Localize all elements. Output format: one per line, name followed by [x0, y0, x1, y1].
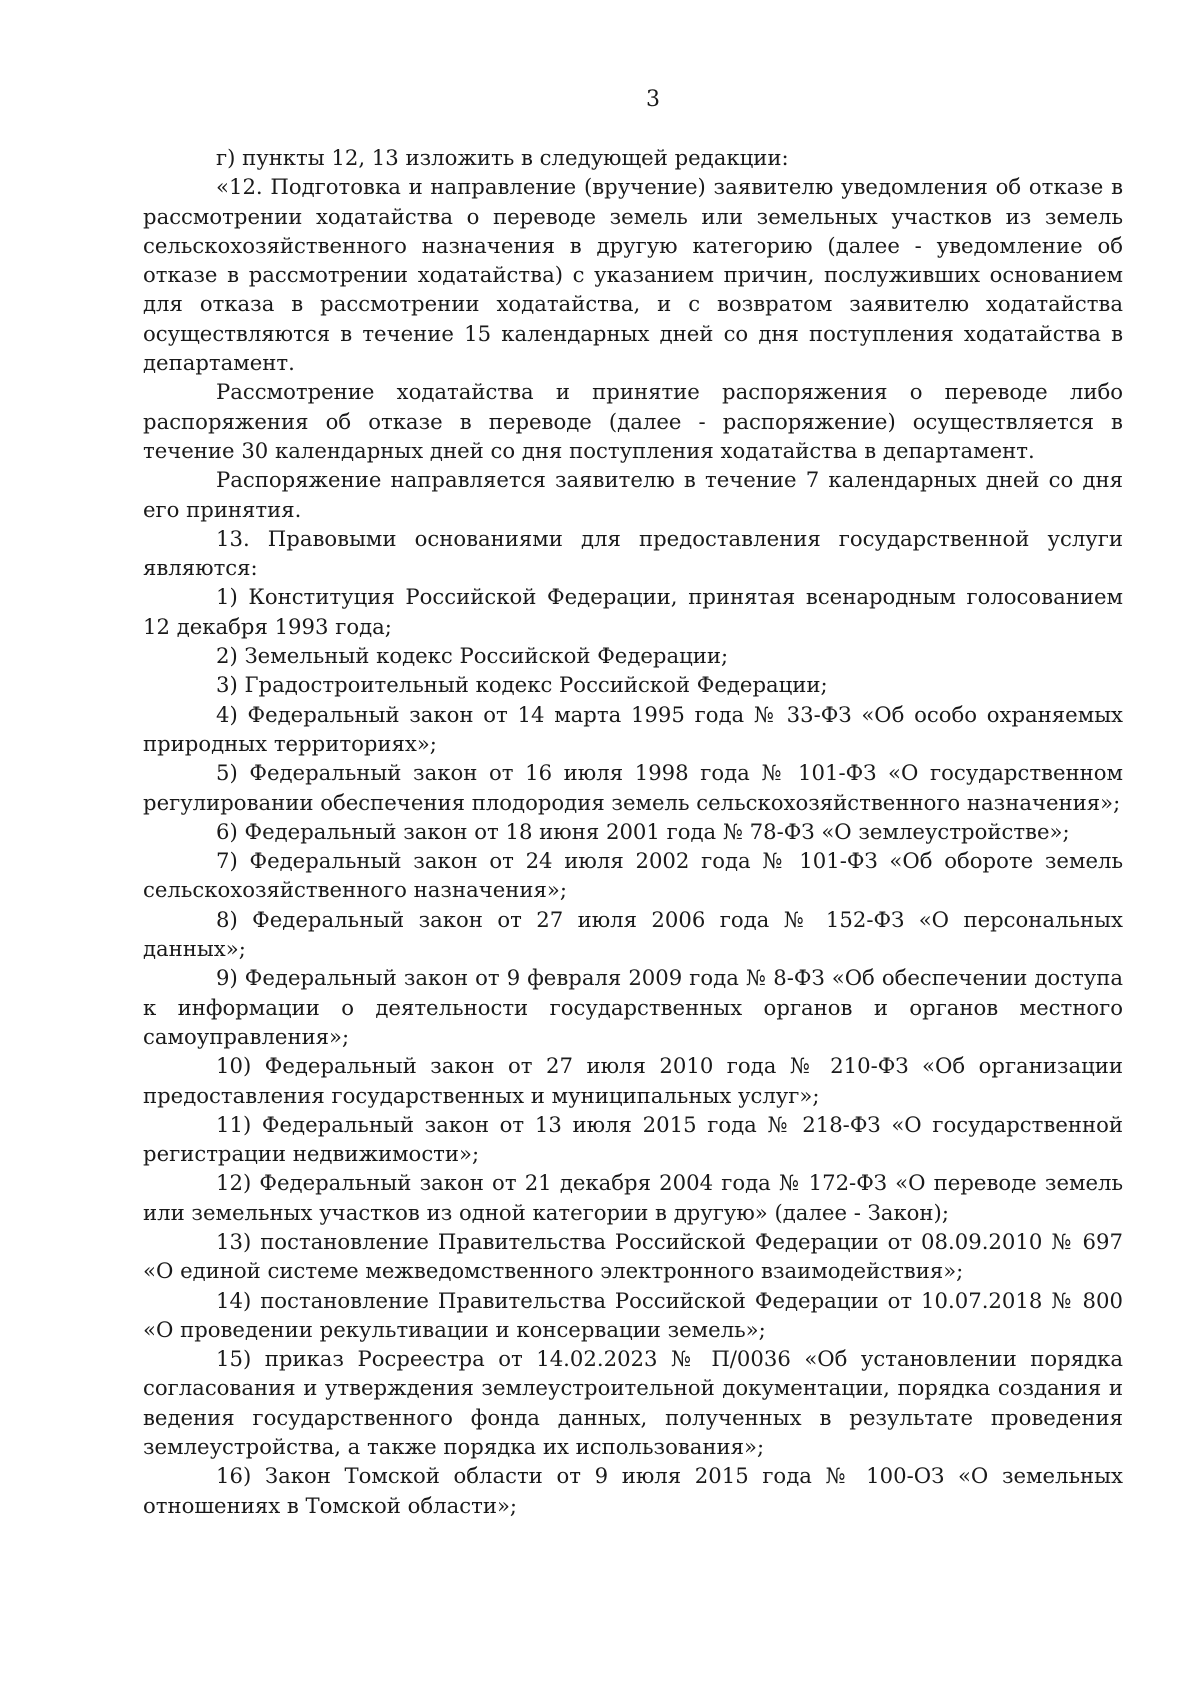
paragraph: Рассмотрение ходатайства и принятие распоряжения о переводе либо распоряжения об отказе в переводе (далее - распоряжение) осуществляется в течение 30 календарных дней со дня поступления ходатайства в департамент.: [143, 379, 1123, 463]
list-item: 13) постановление Правительства Российской Федерации от 08.09.2010 № 697 «О единой системе межведомственного электронного взаимодействия»;: [143, 1228, 1123, 1284]
list-item: 4) Федеральный закон от 14 марта 1995 года № 33-ФЗ «Об особо охраняемых природных территориях»;: [143, 701, 1123, 756]
list-item: 8) Федеральный закон от 27 июля 2006 года № 152-ФЗ «О персональных данных»;: [143, 906, 1123, 962]
list-item: 1) Конституция Российской Федерации, принятая всенародным голосованием 12 декабря 1993 года;: [143, 584, 1123, 639]
list-item: 6) Федеральный закон от 18 июня 2001 года № 78-ФЗ «О землеустройстве»;: [216, 818, 1070, 844]
list-item: 14) постановление Правительства Российской Федерации от 10.07.2018 № 800 «О проведении рекультивации и консервации земель»;: [143, 1287, 1123, 1342]
paragraph: Распоряжение направляется заявителю в течение 7 календарных дней со дня его принятия.: [143, 467, 1123, 522]
list-item: 11) Федеральный закон от 13 июля 2015 года № 218-ФЗ «О государственной регистрации недвижимости»;: [143, 1111, 1123, 1167]
list-item: 9) Федеральный закон от 9 февраля 2009 года № 8-ФЗ «Об обеспечении доступа к информации о деятельности государственных органов и органов местного самоуправления»;: [143, 965, 1123, 1049]
paragraph: г) пункты 12, 13 изложить в следующей редакции:: [216, 145, 789, 170]
list-item: 2) Земельный кодекс Российской Федерации;: [216, 643, 729, 669]
list-item: 10) Федеральный закон от 27 июля 2010 года № 210-ФЗ «Об организации предоставления государственных и муниципальных услуг»;: [143, 1053, 1123, 1108]
document-body: [143, 143, 1123, 1520]
list-item: 12) Федеральный закон от 21 декабря 2004 года № 172-ФЗ «О переводе земель или земельных участков из одной категории в другую» (далее - Закон);: [143, 1170, 1123, 1225]
list-item: 3) Градостроительный кодекс Российской Федерации;: [216, 672, 828, 698]
list-item: 5) Федеральный закон от 16 июля 1998 года № 101-ФЗ «О государственном регулировании обеспечения плодородия земель сельскохозяйственного назначения»;: [143, 760, 1123, 815]
list-item: 7) Федеральный закон от 24 июля 2002 года № 101-ФЗ «Об обороте земель сельскохозяйственного назначения»;: [143, 848, 1123, 903]
page-number: 3: [646, 87, 660, 112]
paragraph: «12. Подготовка и направление (вручение) заявителю уведомления об отказе в рассмотрении ходатайства о переводе земель или земельных участков из земель сельскохозяйственного назначения в другую категорию (далее - уведомление об отказе в рассмотрении ходатайства) с указанием причин, послуживших основанием для отказа в рассмотрении ходатайства, и с возвратом заявителю ходатайства осуществляются в течение 15 календарных дней со дня поступления ходатайства в департамент.: [143, 174, 1123, 376]
paragraph: 13. Правовыми основаниями для предоставления государственной услуги являются:: [143, 525, 1123, 581]
list-item: 15) приказ Росреестра от 14.02.2023 № П/0036 «Об установлении порядка согласования и утверждения землеустроительной документации, порядка создания и ведения государственного фонда данных, полученных в результате проведения землеустройства, а также порядка их использования»;: [143, 1346, 1123, 1460]
list-item: 16) Закон Томской области от 9 июля 2015 года № 100-ОЗ «О земельных отношениях в Томской области»;: [143, 1463, 1123, 1518]
